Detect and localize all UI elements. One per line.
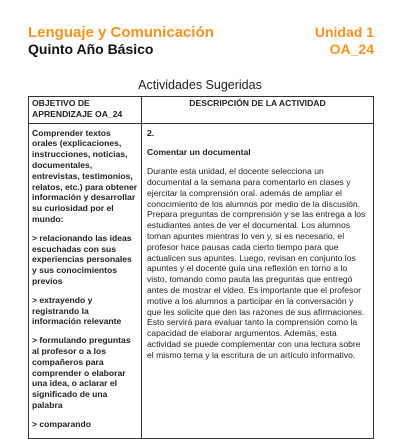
objective-column-header: OBJETIVO DE APRENDIZAJE OA_24 bbox=[29, 97, 142, 124]
objective-text: Comprender textos orales (explicaciones, instrucciones, noticias, documentales, entrevistas, testimonios, relatos, etc.) para obtener información y desarrollar su curiosidad por el mundo: bbox=[32, 127, 138, 224]
objective-bullet: > extrayendo y registrando la información relevante bbox=[32, 294, 122, 327]
description-column-header: DESCRIPCIÓN DE LA ACTIVIDAD bbox=[142, 97, 374, 124]
oa-code: OA_24 bbox=[329, 41, 374, 57]
objective-cell bbox=[29, 123, 142, 438]
objective-bullet: > comparando bbox=[32, 418, 91, 429]
table-header-row bbox=[29, 97, 374, 124]
activity-number: 2. bbox=[147, 127, 155, 138]
unit-label: Unidad 1 bbox=[314, 24, 374, 40]
grade-level: Quinto Año Básico bbox=[28, 41, 154, 57]
document-header bbox=[28, 24, 374, 58]
activity-description: Durante esta unidad, el docente selecciona un documental a la semana para comentarlo en clases y ejercitar la comprensión oral. además de ampliar el conocimiento de los alumnos por medio de la discusión. Prepara preguntas de comprensión y se las entrega a los estudiantes antes de ver el documental. Los alumnos toman apuntes mientras lo ven y, si es necesario, el profesor hace pausas cada cierto tiempo para que actualicen sus apuntes. Luego, revisan en conjunto los apuntes y el docente guía una reflexión en torno a lo visto, tomando como pauta las preguntas que entregó antes de mostrar el video. Es importante que el profesor motive a los alumnos a participar en la conversación y que les solicite que den las razones de sus afirmaciones. Esto servirá para evaluar tanto la comprensión como la capacidad de elaborar argumentos. Además, esta actividad se puede complementar con una lectura sobre el mismo tema y la escritura de un artículo informativo. bbox=[147, 166, 366, 360]
section-title: Actividades Sugeridas bbox=[138, 78, 262, 92]
objective-bullet: > relacionando las ideas escuchadas con sus experiencias personales y sus conocimientos previos bbox=[32, 232, 132, 286]
subject-title: Lenguaje y Comunicación bbox=[28, 24, 214, 41]
activity-title: Comentar un documental bbox=[147, 147, 251, 158]
description-cell bbox=[142, 123, 374, 438]
activity-table bbox=[28, 96, 374, 439]
objective-bullet: > formulando preguntas al profesor o a los compañeros para comprender o elaborar una idea, o aclarar el significado de una palabra bbox=[32, 335, 131, 410]
table-row bbox=[29, 123, 374, 438]
